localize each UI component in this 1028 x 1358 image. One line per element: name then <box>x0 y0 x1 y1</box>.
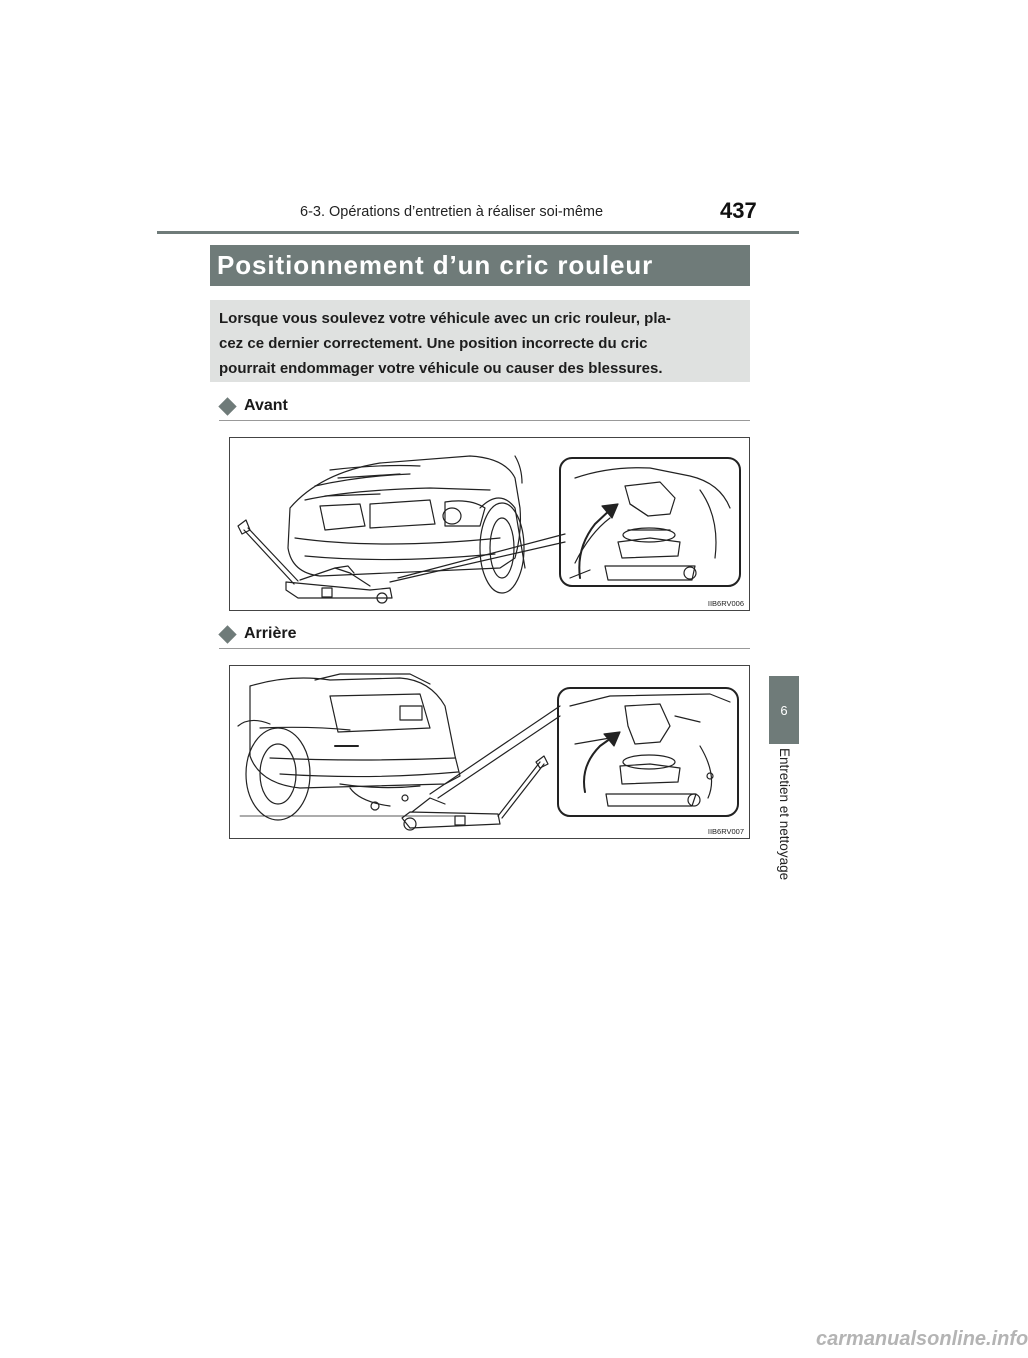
subhead-rear-label: Arrière <box>244 625 297 642</box>
subhead-front-label: Avant <box>244 397 288 414</box>
page-number: 437 <box>720 198 757 223</box>
header-rule <box>157 231 799 234</box>
intro-line: Lorsque vous soulevez votre véhicule avec un cric rouleur, pla- <box>219 310 671 327</box>
front-jack-illustration <box>230 438 751 612</box>
rear-jack-illustration <box>230 666 751 840</box>
subhead-rear-rule <box>219 648 750 649</box>
watermark: carmanualsonline.info <box>816 1328 1028 1350</box>
chapter-label: Entretien et nettoyage <box>777 748 792 881</box>
intro-line: cez ce dernier correctement. Une position incorrecte du cric <box>219 335 648 352</box>
page-title: Positionnement d’un cric rouleur <box>210 245 750 286</box>
diamond-bullet-icon <box>218 625 236 643</box>
figure-front-code: IIB6RV006 <box>707 599 744 608</box>
diamond-bullet-icon <box>218 397 236 415</box>
intro-line: pourrait endommager votre véhicule ou causer des blessures. <box>219 360 663 377</box>
chapter-number: 6 <box>780 702 788 718</box>
figure-rear-code: IIB6RV007 <box>707 827 744 836</box>
figure-rear-jack <box>229 665 750 839</box>
intro-box <box>210 300 750 382</box>
subhead-rear <box>219 625 296 643</box>
header-section-title: 6-3. Opérations d’entretien à réaliser soi-même <box>300 204 604 220</box>
chapter-tab[interactable] <box>769 676 799 744</box>
chapter-label-wrap <box>773 748 795 888</box>
subhead-front <box>219 397 288 415</box>
subhead-front-rule <box>219 420 750 421</box>
figure-front-jack <box>229 437 750 611</box>
